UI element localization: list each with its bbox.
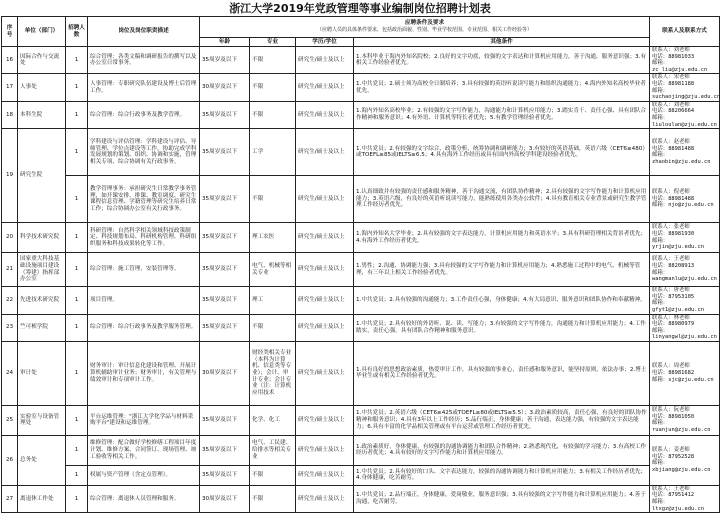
recruitment-table [1, 16, 720, 513]
contact-email: 邮箱：wangmanlu@zju.edu.cn [652, 269, 717, 283]
header-requirements-title: 应聘条件及要求 [404, 20, 445, 27]
cell-major: 理工农医 [250, 223, 296, 253]
contact-phone: 电话：88981682 [652, 370, 695, 377]
cell-major: 不限 [250, 47, 296, 74]
contact-phone: 电话：88981488 [652, 145, 695, 152]
cell-contact [650, 223, 720, 253]
cell-other: 1.中共党员；2.品行端正，身体健康，爱岗敬业，服务意识强；3.具有较强的文字写作能力和计算机应用能力；4.善于沟通，吃苦耐劳。 [354, 485, 650, 512]
table-row [2, 101, 720, 128]
table-row [2, 253, 720, 287]
cell-age: 35周岁及以下 [200, 223, 250, 253]
header-duties: 岗位及岗位职责描述 [88, 17, 200, 47]
header-major: 专业 [250, 38, 296, 47]
contact-name: 联系人：林老师 [652, 314, 690, 321]
cell-count: 1 [66, 253, 88, 287]
header-seq: 序号 [2, 17, 18, 47]
cell-other: 1.中共党员；2.具有较好的口头、文字表达能力，较强的沟通协调能力和计算机应用能力；3.有相关工作经历者优先；4.身体健康，吃苦耐劳。 [354, 465, 650, 485]
contact-name: 联系人：阮老师 [652, 407, 690, 414]
contact-phone: 电话：88981930 [652, 231, 695, 238]
cell-unit: 国际合作与交流处 [18, 47, 66, 74]
cell-unit: 审计处 [18, 341, 66, 405]
header-other: 其他条件 [354, 38, 650, 47]
cell-seq: 18 [2, 101, 18, 128]
contact-email: 邮箱：liuloulan@zju.edu.cn [652, 114, 717, 128]
contact-email: 邮箱：zhaobin@zju.edu.cn [652, 152, 711, 165]
cell-other: 1.海内外知名高校毕业；2.有较强的文字写作能力，沟通能力和计算机应用能力；3.踏实肯干、责任心强、具有团队合作精神和服务意识；4.有外语、计算机等特长者优先；5.有教学管理经验者优先。 [354, 101, 650, 128]
cell-degree: 研究生/硕士及以上 [296, 435, 354, 465]
cell-duties: 项目管理。 [88, 287, 200, 314]
cell-major: 电气、机械等相关专业 [250, 253, 296, 287]
cell-contact [650, 485, 720, 512]
cell-age: 35周岁及以下 [200, 101, 250, 128]
contact-name: 联系人：刘老师 [652, 101, 690, 108]
cell-other: 1.本科毕业于海内外知名院校；2.良好的文字功底，较强的文字表达和计算机应用能力，善于沟通，服务意识强；3.有相关工作经验者优先。 [354, 47, 650, 74]
cell-age: 35周岁及以下 [200, 47, 250, 74]
cell-seq: 16 [2, 47, 18, 74]
cell-major: 电气、工民建、给排水等相关专业 [250, 435, 296, 465]
cell-count: 1 [66, 485, 88, 512]
table-row [2, 485, 720, 512]
cell-contact [650, 341, 720, 405]
cell-other: 1.政治素质好，身体健康，有较强的沟通协调能力和团队合作精神；2.熟悉现代化，有较强的学习能力；3.有高校工作经历者优先；4.具有较好的文字写作能力和计算机应用能力。 [354, 435, 650, 465]
cell-other: 1.中共党员；2.具有较好的外语听、说、读、写能力；3.有较强的文字写作能力，沟通能力和计算机应用能力；4.工作踏实，责任心强，具有团队合作精神和服务意识。 [354, 314, 650, 341]
cell-seq: 27 [2, 485, 18, 512]
cell-age: 35周岁及以下 [200, 129, 250, 176]
contact-name: 联系人：王老师 [652, 256, 690, 263]
contact-email: 邮箱：njo@zju.edu.cn [652, 202, 714, 209]
cell-duties: 平台运维管理："浙江大学化学品与材料采购平台"建设和运维管理。 [88, 405, 200, 435]
cell-degree: 研究生/硕士及以上 [296, 287, 354, 314]
cell-age: 30周岁及以下 [200, 74, 250, 101]
cell-unit: 本科生院 [18, 101, 66, 128]
cell-age: 35周岁及以下 [200, 176, 250, 223]
cell-unit: 研究生院 [18, 129, 66, 223]
cell-other: 1.认真细致并有较强的责任感和服务精神，善于沟通交流，有团队协作精神；2.具有较强的文字写作能力和计算机应用能力；3.英语六级，有良好的英语听说读写能力，能熟练使用各类办公软件；4.具有教育相关专业背景或研究生教学管理工作经历者优先。 [354, 176, 650, 223]
table-row [2, 405, 720, 435]
cell-contact [650, 253, 720, 287]
table-row [2, 314, 720, 341]
cell-count: 1 [66, 129, 88, 176]
cell-duties: 教学管理事务：承担研究生日常教学事务管理，如开课安排、排课、教室调度、研究生课程信息管理、学籍管理等研究生培养日常工作；综合协调办公室有关行政事务。 [88, 176, 200, 223]
cell-seq: 26 [2, 435, 18, 485]
contact-phone: 电话：88981050 [652, 413, 695, 420]
cell-count: 1 [66, 223, 88, 253]
table-row [2, 341, 720, 405]
contact-name: 联系人：刘老师 [652, 47, 690, 53]
cell-other: 1.海内外知名大学毕业；2.具有较强的文字表达能力，计算机应用能力和英语水平；3.具有科研管理相关背景者优先；4.有海外工作经历者优先。 [354, 223, 650, 253]
table-row [2, 176, 720, 223]
cell-duties: 财务审计：审计信息化建设和管理、开展计算机辅助审计业务；财务审计，有关管理与绩效审计和专项审计工作。 [88, 341, 200, 405]
cell-count: 1 [66, 176, 88, 223]
contact-email: 邮箱：zc_liu@zju.edu.cn [652, 60, 708, 73]
cell-duties: 学科建设与评估管理：学科建设与评估、导师管理、学位点建设等工作，协助完成学科发展规划的策划、组织、协调和实施，管理相关专项，综合协调有关行政事务。 [88, 129, 200, 176]
header-degree: 学历/学位 [296, 38, 354, 47]
cell-degree: 研究生/硕士及以上 [296, 223, 354, 253]
cell-other: 1.中共党员；2.具有较强的沟通能力；3.工作责任心强，身体健康；4.有大局意识、服务意识和团队协作和奉献精神。 [354, 287, 650, 314]
cell-other: 1.男性；2.沟通、协调能力强；3.具有较强的文字写作能力和计算机应用能力；4.熟悉施工过程中的电气、机械等管理，有三年以上相关工作经验者优先。 [354, 253, 650, 287]
cell-unit: 国家重大科技基础设施项目建设（筹建）指挥部办公室 [18, 253, 66, 287]
cell-degree: 研究生/硕士及以上 [296, 485, 354, 512]
contact-phone: 电话：88981488 [652, 195, 695, 202]
table-row [2, 287, 720, 314]
cell-major: 不限 [250, 74, 296, 101]
cell-seq: 21 [2, 253, 18, 287]
cell-count: 1 [66, 465, 88, 485]
cell-seq: 25 [2, 405, 18, 435]
contact-email: 邮箱：linyangwl@zju.edu.cn [652, 327, 717, 341]
contact-phone: 电话：88208913 [652, 263, 695, 270]
cell-contact [650, 287, 720, 314]
cell-duties: 权属与资产管理（含定点管理）。 [88, 465, 200, 485]
contact-email: 邮箱：sjc@zju.edu.cn [652, 376, 714, 383]
cell-degree: 研究生/硕士及以上 [296, 465, 354, 485]
cell-major: 工学 [250, 129, 296, 176]
cell-degree: 研究生/硕士及以上 [296, 176, 354, 223]
contact-email: 邮箱：ltxgz@zju.edu.cn [652, 499, 704, 512]
cell-degree: 研究生/硕士及以上 [296, 341, 354, 405]
contact-name: 联系人：宋老师 [652, 74, 690, 81]
table-row [2, 223, 720, 253]
contact-phone: 电话：87952528 [652, 453, 695, 460]
cell-count: 1 [66, 101, 88, 128]
cell-seq: 19 [2, 129, 18, 223]
cell-other: 1.中共党员；2.英语六级（CET6≥425或TOEFL≥80或IELTS≥5.5）；3.政治素质较高，责任心强，有良好的团队协作精神和服务意识；4.具有3年以上工作经历；5.品行端正，身体健康；善于沟通，表达能力强，有较强的文字表达能力；6.具有丰富的化学品相关管理或有平台运营或管理工作经历者优先。 [354, 405, 650, 435]
cell-unit: 科学技术研究院 [18, 223, 66, 253]
cell-duties: 综合管理：综合行政事务及教学服务管理。 [88, 314, 200, 341]
cell-contact [650, 129, 720, 176]
cell-duties: 科研管理：自然科学相关领域科技政策制定、科技规划布局、科研机构管理、科研组织服务和科技成果转化等工作。 [88, 223, 200, 253]
cell-unit: 总务处 [18, 435, 66, 485]
table-row [2, 129, 720, 176]
header-count: 招聘人数 [66, 17, 88, 47]
cell-major: 不限 [250, 465, 296, 485]
cell-duties: 综合管理：施工管理、安装管理等。 [88, 253, 200, 287]
cell-age: 30周岁及以下 [200, 485, 250, 512]
cell-degree: 研究生/硕士及以上 [296, 405, 354, 435]
cell-unit: 人事处 [18, 74, 66, 101]
contact-email: 邮箱：suchaojing@zju.edu.cn [652, 87, 720, 101]
cell-major: 不限 [250, 485, 296, 512]
header-requirements-note: （应聘人员的具体条件要求，包括政治面貌、性别、毕业学校范围、专业范围、相关工作经验等） [317, 27, 533, 33]
contact-email: 邮箱：xbjiang@zju.edu.cn [652, 460, 711, 473]
cell-count: 1 [66, 435, 88, 465]
cell-seq: 24 [2, 341, 18, 405]
cell-degree: 研究生/硕士及以上 [296, 74, 354, 101]
cell-contact [650, 74, 720, 101]
cell-contact [650, 176, 720, 223]
cell-count: 1 [66, 314, 88, 341]
cell-seq: 20 [2, 223, 18, 253]
contact-email: 邮箱：gfyt1@zju.edu.cn [652, 300, 704, 313]
cell-duties: 维修管理：配合做好学校修缮工程项目年度计划、维修方案、合同签订、现场管理、竣工验收等相关工作。 [88, 435, 200, 465]
cell-contact [650, 314, 720, 341]
cell-unit: 先进技术研究院 [18, 287, 66, 314]
cell-major: 化学、化工 [250, 405, 296, 435]
header-unit: 单位（部门） [18, 17, 66, 47]
cell-degree: 研究生/硕士及以上 [296, 253, 354, 287]
contact-name: 联系人：姜老师 [652, 447, 690, 454]
cell-age: 35周岁及以下 [200, 314, 250, 341]
contact-name: 联系人：张老师 [652, 224, 690, 231]
cell-duties: 综合管理：综合行政事务及教学管理。 [88, 101, 200, 128]
header-requirements [200, 17, 650, 38]
cell-degree: 研究生/硕士及以上 [296, 101, 354, 128]
cell-duties: 人事管理：专职研究队伍建设及博士后管理工作。 [88, 74, 200, 101]
cell-age: 35周岁及以下 [200, 253, 250, 287]
cell-seq: 22 [2, 287, 18, 314]
cell-unit: 离退休工作处 [18, 485, 66, 512]
cell-major: 理工 [250, 287, 296, 314]
cell-major: 财经类相关专业（本科为计算机、信息类等专业）；会计、审计专业；会计专业（注：计算机应用技术 [250, 341, 296, 405]
cell-count: 1 [66, 287, 88, 314]
cell-seq: 17 [2, 74, 18, 101]
cell-unit: 竺可桢学院 [18, 314, 66, 341]
table-row [2, 435, 720, 465]
contact-phone: 电话：88981033 [652, 53, 695, 60]
document-title: 浙江大学2019年党政管理等事业编制岗位招聘计划表 [229, 2, 491, 15]
cell-contact [650, 405, 720, 435]
contact-phone: 电话：88980979 [652, 321, 695, 328]
cell-duties: 综合管理：离退休人员管理和服务。 [88, 485, 200, 512]
header-contact: 联系人及联系方式 [650, 17, 720, 47]
cell-count: 1 [66, 341, 88, 405]
contact-name: 联系人：倪老师 [652, 189, 690, 196]
cell-age: 35周岁及以下 [200, 435, 250, 465]
table-row [2, 74, 720, 101]
contact-name: 联系人：赵老师 [652, 138, 690, 145]
cell-age: 35周岁及以下 [200, 287, 250, 314]
contact-name: 联系人：周老师 [652, 363, 690, 370]
table-row [2, 465, 720, 485]
contact-phone: 电话：87951412 [652, 492, 695, 499]
cell-major: 不限 [250, 176, 296, 223]
contact-name: 联系人：唐老师 [652, 287, 690, 294]
contact-phone: 电话：87953105 [652, 293, 695, 300]
contact-email: 邮箱：ruanjun@zju.edu.cn [652, 420, 711, 433]
contact-email: 邮箱：yrjin@zju.edu.cn [652, 237, 704, 251]
cell-contact [650, 435, 720, 485]
cell-major: 不限 [250, 314, 296, 341]
cell-degree: 研究生/硕士及以上 [296, 47, 354, 74]
table-row [2, 47, 720, 74]
cell-other: 1.中共党员；2.有较强的文字综合、政策分析、统筹协调和调研能力；3.有较好的英语基础，英语六级（CET6≥480）或TOEFL≥85或IELTS≥6.5；4.具有海外工作经历或具有国内外高校学科建设经验者优先。 [354, 129, 650, 176]
cell-age: 35周岁及以下 [200, 405, 250, 435]
cell-count: 1 [66, 405, 88, 435]
cell-unit: 实验室与设备管理处 [18, 405, 66, 435]
cell-seq: 23 [2, 314, 18, 341]
contact-phone: 电话：88981188 [652, 80, 695, 87]
cell-duties: 综合管理：各类文稿和调研报告的撰写以及办公室日常事务。 [88, 47, 200, 74]
cell-contact [650, 101, 720, 128]
cell-count: 1 [66, 74, 88, 101]
cell-degree: 研究生/硕士及以上 [296, 314, 354, 341]
cell-contact [650, 47, 720, 74]
header-age: 年龄 [200, 38, 250, 47]
cell-other: 1.中共党员；2.硕士须为高校全日制培养；3.具有较强的英语听说读写能力和组织沟通能力；4.海内外知名高校毕业者优先。 [354, 74, 650, 101]
cell-major: 不限 [250, 101, 296, 128]
cell-age: 30周岁及以下 [200, 341, 250, 405]
cell-other: 1.具有良好的思想政治素质，热爱审计工作，具有较强的事业心，责任感和服务意识，能坚持原则，依法办事；2.博士毕业生或有相关工作经验者优先。 [354, 341, 650, 405]
cell-age: 35周岁及以下 [200, 465, 250, 485]
contact-phone: 电话：88206664 [652, 108, 695, 115]
contact-name: 联系人：王老师 [652, 485, 690, 492]
cell-degree: 研究生/硕士及以上 [296, 129, 354, 176]
cell-count: 1 [66, 47, 88, 74]
